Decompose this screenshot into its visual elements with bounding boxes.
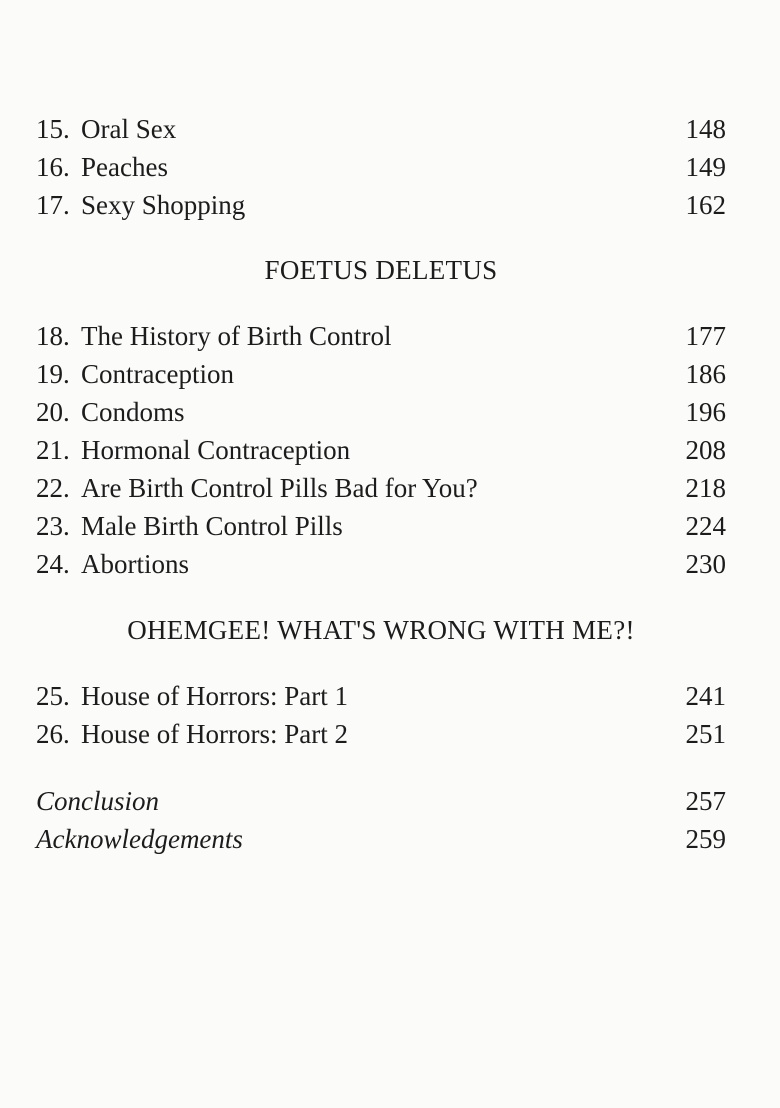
page-number: 162: [685, 190, 726, 220]
chapter-number: 21.: [36, 435, 70, 465]
toc-entry: [36, 545, 726, 583]
toc-entry: [36, 355, 726, 393]
table-of-contents: [36, 0, 726, 1108]
chapter-number: 25.: [36, 681, 70, 711]
toc-entry-back-matter: [36, 782, 726, 820]
toc-entry: [36, 715, 726, 753]
toc-entry: [36, 186, 726, 224]
chapter-title: Contraception: [81, 359, 234, 389]
chapter-title: House of Horrors: Part 2: [81, 719, 348, 749]
page-number: 186: [685, 359, 726, 389]
page-number: 149: [685, 152, 726, 182]
toc-entry: [36, 431, 726, 469]
toc-entry: [36, 393, 726, 431]
page-number: 218: [685, 473, 726, 503]
page-number: 196: [685, 397, 726, 427]
chapter-title: Sexy Shopping: [81, 190, 246, 220]
toc-entry: [36, 148, 726, 186]
page-number: 257: [685, 786, 726, 816]
toc-entry: [36, 110, 726, 148]
chapter-title: Oral Sex: [81, 114, 177, 144]
chapter-title: Condoms: [81, 397, 185, 427]
toc-entry: [36, 677, 726, 715]
chapter-number: 18.: [36, 321, 70, 351]
page-number: 230: [685, 549, 726, 579]
chapter-number: 23.: [36, 511, 70, 541]
toc-entry-back-matter: [36, 820, 726, 858]
chapter-title: Abortions: [81, 549, 189, 579]
page-number: 259: [685, 824, 726, 854]
chapter-number: 20.: [36, 397, 70, 427]
chapter-title: Hormonal Contraception: [81, 435, 351, 465]
page-number: 241: [685, 681, 726, 711]
chapter-number: 22.: [36, 473, 70, 503]
back-matter-title: Acknowledgements: [36, 824, 243, 854]
page-number: 224: [685, 511, 726, 541]
chapter-title: The History of Birth Control: [81, 321, 392, 351]
chapter-number: 16.: [36, 152, 70, 182]
toc-entry: [36, 469, 726, 507]
chapter-title: Male Birth Control Pills: [81, 511, 343, 541]
page-number: 208: [685, 435, 726, 465]
chapter-number: 26.: [36, 719, 70, 749]
page-number: 177: [685, 321, 726, 351]
toc-entry: [36, 317, 726, 355]
chapter-title: Peaches: [81, 152, 168, 182]
chapter-number: 24.: [36, 549, 70, 579]
toc-entry: [36, 507, 726, 545]
chapter-number: 15.: [36, 114, 70, 144]
page-number: 251: [685, 719, 726, 749]
back-matter-title: Conclusion: [36, 786, 160, 816]
section-heading: FOETUS DELETUS: [264, 255, 498, 285]
section-heading: OHEMGEE! WHAT'S WRONG WITH ME?!: [127, 615, 635, 645]
chapter-title: House of Horrors: Part 1: [81, 681, 348, 711]
chapter-title: Are Birth Control Pills Bad for You?: [81, 473, 478, 503]
page-number: 148: [685, 114, 726, 144]
chapter-number: 17.: [36, 190, 70, 220]
chapter-number: 19.: [36, 359, 70, 389]
